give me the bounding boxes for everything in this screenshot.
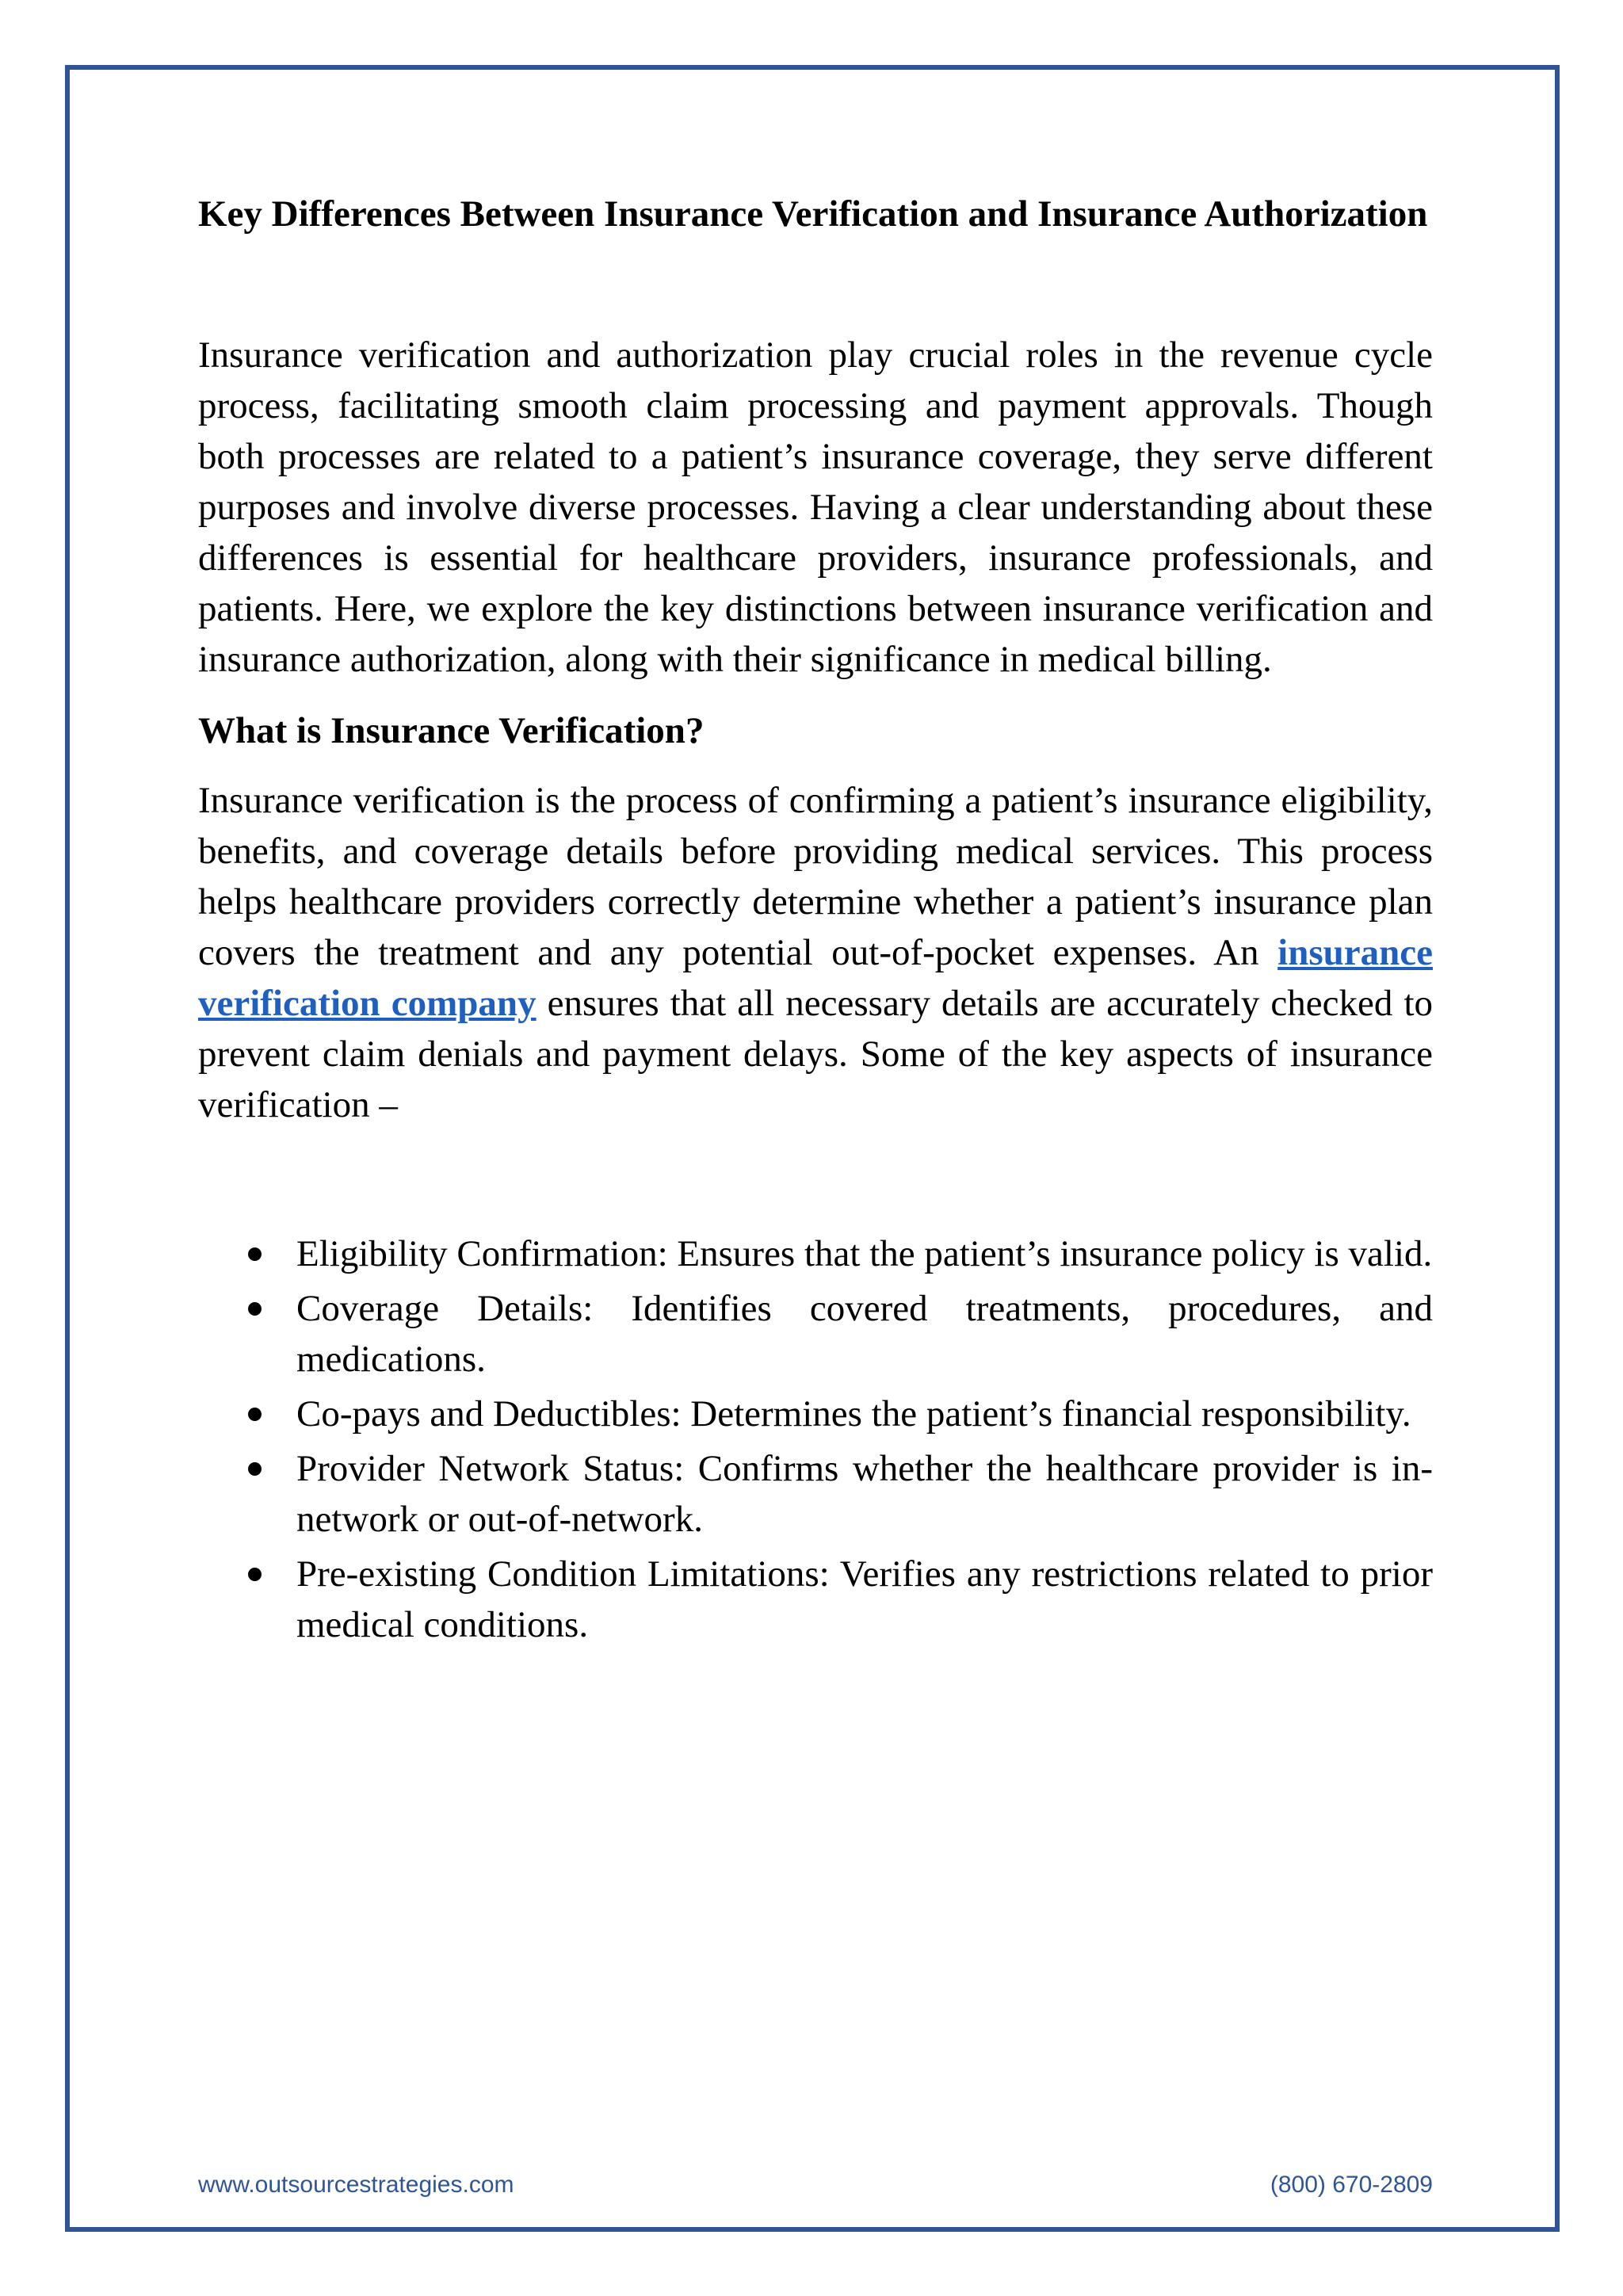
bullet-icon — [248, 1302, 262, 1316]
list-item — [198, 1228, 1433, 1279]
list-item-text: Eligibility Confirmation: Ensures that the patient’s insurance policy is valid. — [296, 1233, 1433, 1274]
page-footer — [198, 2172, 1433, 2199]
footer-website: www.outsourcestrategies.com — [198, 2172, 514, 2198]
bullet-icon — [248, 1408, 262, 1421]
footer-phone: (800) 670-2809 — [1270, 2172, 1433, 2198]
list-item-text: Provider Network Status: Confirms whether the healthcare provider is in-network or out-of-network. — [296, 1448, 1433, 1540]
list-item — [198, 1389, 1433, 1439]
list-item — [198, 1283, 1433, 1385]
list-item — [198, 1443, 1433, 1545]
key-aspects-list — [198, 1228, 1433, 1650]
document-body — [198, 189, 1433, 1654]
section-text-after-link: ensures that all necessary details are accurately checked to prevent claim denials and payment delays. Some of the key aspects of insurance verification – — [198, 983, 1433, 1125]
section-heading: What is Insurance Verification? — [198, 710, 705, 751]
list-item-text: Pre-existing Condition Limitations: Verifies any restrictions related to prior medical conditions. — [296, 1553, 1433, 1645]
bullet-icon — [248, 1247, 262, 1261]
page-title: Key Differences Between Insurance Verification and Insurance Authorization — [198, 193, 1428, 235]
insurance-verification-company-link[interactable]: insurance verification company — [198, 932, 1433, 1024]
bullet-icon — [248, 1462, 262, 1476]
intro-paragraph: Insurance verification and authorization play crucial roles in the revenue cycle process, facilitating smooth claim processing and payment approvals. Though both processes are related to a patient’s insurance coverage, they serve different purposes and involve diverse processes. Having a clear understanding about these differences is essential for healthcare providers, insurance professionals, and patients. Here, we explore the key distinctions between insurance verification and insurance authorization, along with their significance in medical billing. — [198, 334, 1433, 680]
list-item-text: Coverage Details: Identifies covered treatments, procedures, and medications. — [296, 1288, 1433, 1380]
bullet-icon — [248, 1568, 262, 1581]
section-text-before-link: Insurance verification is the process of confirming a patient’s insurance eligibility, benefits, and coverage details before providing medical services. This process helps healthcare providers correctly determine whether a patient’s insurance plan covers the treatment and any potential out-of-pocket expenses. An — [198, 780, 1433, 973]
list-item — [198, 1549, 1433, 1650]
section-paragraph — [198, 775, 1433, 1130]
list-item-text: Co-pays and Deductibles: Determines the patient’s financial responsibility. — [296, 1393, 1411, 1435]
